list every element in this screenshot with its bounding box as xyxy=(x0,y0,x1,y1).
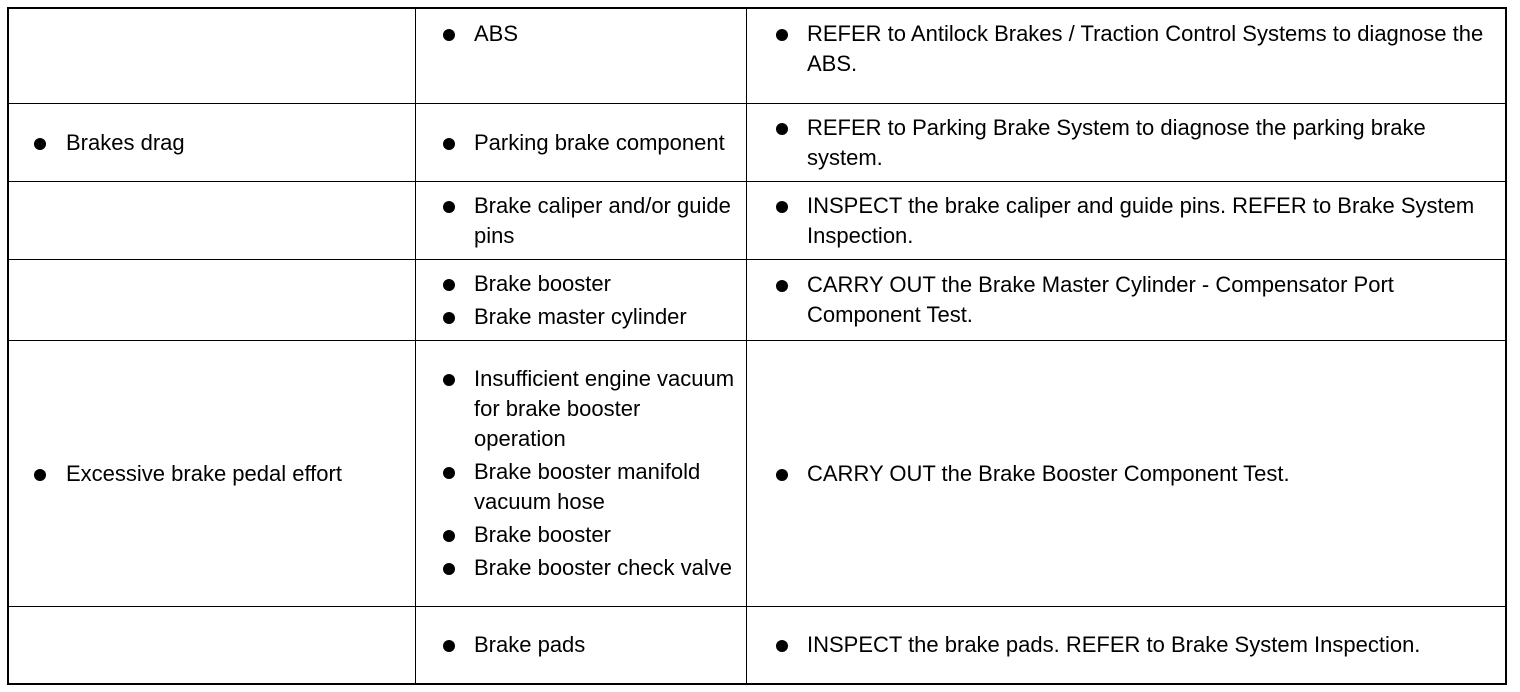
action-cell xyxy=(747,182,1505,259)
source-item: Insufficient engine vacuum for brake booster operation xyxy=(416,364,746,454)
action-cell xyxy=(747,260,1505,340)
table-row xyxy=(9,182,1505,260)
source-item: Brake booster xyxy=(416,520,746,550)
condition-item: Excessive brake pedal effort xyxy=(9,459,415,489)
bullet-icon xyxy=(443,374,455,386)
table-row xyxy=(9,607,1505,683)
action-item: CARRY OUT the Brake Master Cylinder - Compensator Port Component Test. xyxy=(747,270,1505,330)
bullet-icon xyxy=(443,312,455,324)
diagnosis-table xyxy=(7,7,1507,685)
bullet-icon xyxy=(443,640,455,652)
table-row xyxy=(9,104,1505,182)
source-cell xyxy=(416,260,747,340)
bullet-icon xyxy=(34,138,46,150)
bullet-icon xyxy=(443,29,455,41)
bullet-icon xyxy=(776,29,788,41)
source-item: Brake booster manifold vacuum hose xyxy=(416,457,746,517)
bullet-icon xyxy=(443,530,455,542)
action-cell xyxy=(747,341,1505,606)
source-item: ABS xyxy=(416,19,746,49)
action-cell xyxy=(747,9,1505,103)
bullet-icon xyxy=(34,469,46,481)
bullet-icon xyxy=(443,279,455,291)
action-item: REFER to Antilock Brakes / Traction Control Systems to diagnose the ABS. xyxy=(747,19,1505,79)
action-item: INSPECT the brake pads. REFER to Brake System Inspection. xyxy=(747,630,1505,660)
table-row xyxy=(9,260,1505,341)
bullet-icon xyxy=(776,469,788,481)
source-cell xyxy=(416,341,747,606)
condition-item: Brakes drag xyxy=(9,128,415,158)
action-item: CARRY OUT the Brake Booster Component Test. xyxy=(747,459,1505,489)
source-item: Brake master cylinder xyxy=(416,302,746,332)
condition-cell xyxy=(9,9,416,103)
source-cell xyxy=(416,607,747,683)
source-item: Brake booster xyxy=(416,269,746,299)
condition-cell xyxy=(9,260,416,340)
condition-cell xyxy=(9,182,416,259)
bullet-icon xyxy=(776,640,788,652)
source-item: Parking brake component xyxy=(416,128,746,158)
condition-cell xyxy=(9,104,416,181)
action-cell xyxy=(747,104,1505,181)
bullet-icon xyxy=(776,123,788,135)
source-cell xyxy=(416,104,747,181)
bullet-icon xyxy=(443,467,455,479)
source-item: Brake caliper and/or guide pins xyxy=(416,191,746,251)
action-item: INSPECT the brake caliper and guide pins. REFER to Brake System Inspection. xyxy=(747,191,1505,251)
action-cell xyxy=(747,607,1505,683)
bullet-icon xyxy=(776,280,788,292)
condition-cell xyxy=(9,607,416,683)
source-cell xyxy=(416,9,747,103)
table-row xyxy=(9,341,1505,607)
bullet-icon xyxy=(443,138,455,150)
bullet-icon xyxy=(443,201,455,213)
table-row xyxy=(9,9,1505,104)
action-item: REFER to Parking Brake System to diagnose the parking brake system. xyxy=(747,113,1505,173)
source-item: Brake pads xyxy=(416,630,746,660)
source-item: Brake booster check valve xyxy=(416,553,746,583)
bullet-icon xyxy=(776,201,788,213)
source-cell xyxy=(416,182,747,259)
bullet-icon xyxy=(443,563,455,575)
condition-cell xyxy=(9,341,416,606)
